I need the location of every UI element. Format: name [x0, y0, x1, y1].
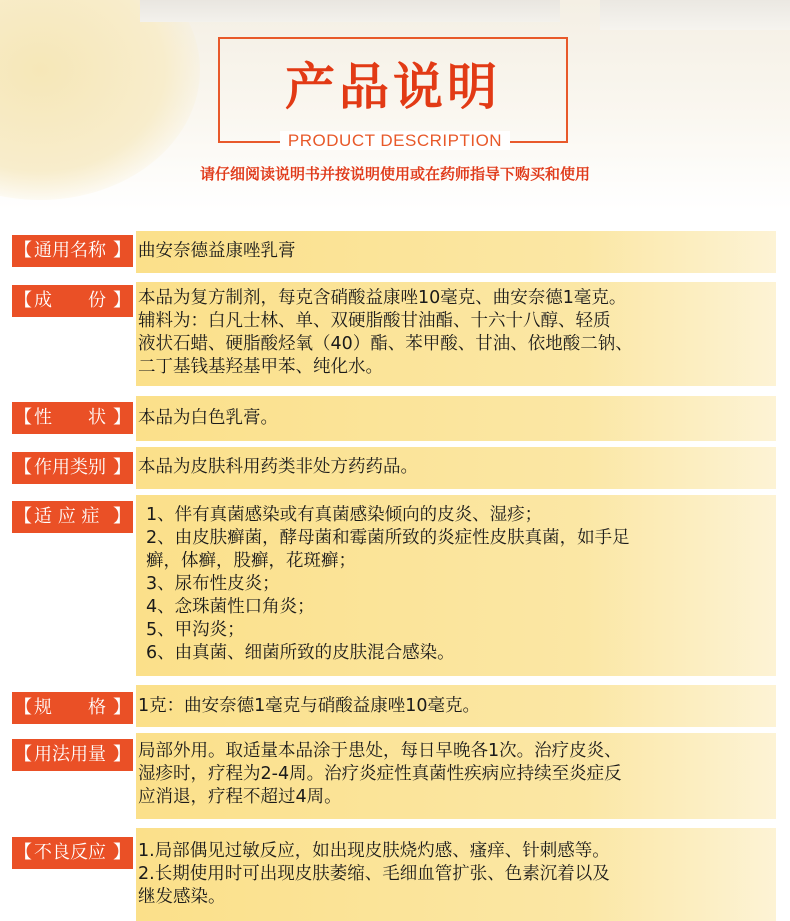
content-line: 湿疹时，疗程为2-4周。治疗炎症性真菌性疾病应持续至炎症反: [138, 764, 622, 784]
row-content: [136, 396, 776, 441]
background-shelf-right: [600, 0, 790, 30]
label-bracket-open: 【: [14, 290, 32, 311]
row-label: [12, 837, 133, 869]
label-text: 不良反应: [34, 842, 106, 863]
label-text: 适 应 症: [34, 506, 100, 527]
content-line: 1.局部偶见过敏反应，如出现皮肤烧灼感、瘙痒、针刺感等。: [138, 841, 610, 861]
row-label: [12, 692, 133, 724]
label-text: 成 份: [34, 290, 106, 311]
row-label: [12, 739, 133, 771]
label-bracket-close: 】: [113, 407, 131, 428]
content-line: 癣，体癣，股癣，花斑癣；: [146, 551, 356, 571]
row-content: [136, 685, 776, 727]
label-bracket-close: 】: [113, 240, 131, 261]
row-content: [136, 495, 776, 676]
content-line: 液状石蜡、硬脂酸烃氧（40）酯、苯甲酸、甘油、依地酸二钠、: [138, 334, 633, 354]
label-bracket-close: 】: [113, 290, 131, 311]
label-bracket-close: 】: [113, 744, 131, 765]
row-label: [12, 285, 133, 317]
label-bracket-close: 】: [113, 697, 131, 718]
content-line: 3、尿布性皮炎；: [146, 574, 280, 594]
label-bracket-open: 【: [14, 697, 32, 718]
label-bracket-open: 【: [14, 240, 32, 261]
label-bracket-close: 】: [113, 506, 131, 527]
content-line: 2、由皮肤癣菌，酵母菌和霉菌所致的炎症性皮肤真菌，如手足: [146, 528, 630, 548]
label-bracket-close: 】: [113, 457, 131, 478]
row-content: [136, 282, 776, 386]
label-bracket-open: 【: [14, 457, 32, 478]
label-bracket-open: 【: [14, 842, 32, 863]
row-content: [136, 828, 776, 921]
title-frame: [218, 37, 568, 143]
row-label: [12, 501, 133, 533]
label-text: 作用类别: [34, 457, 106, 478]
page-subtitle: [0, 131, 790, 151]
row-label: [12, 452, 133, 484]
usage-notice: 请仔细阅读说明书并按说明使用或在药师指导下购买和使用: [199, 165, 590, 183]
content-line: 1、伴有真菌感染或有真菌感染倾向的皮炎、湿疹；: [146, 505, 543, 525]
content-line: 应消退，疗程不超过4周。: [138, 787, 342, 807]
content-line: 2.长期使用时可出现皮肤萎缩、毛细血管扩张、色素沉着以及: [138, 864, 610, 884]
content-line: 二丁基钱基羟基甲苯、纯化水。: [138, 357, 383, 377]
content-line: 局部外用。取适量本品涂于患处，每日早晚各1次。治疗皮炎、: [138, 741, 622, 761]
page-title: 产品说明: [285, 58, 501, 116]
content-line: 辅料为：白凡士林、单、双硬脂酸甘油酯、十六十八醇、轻质: [138, 311, 611, 331]
row-content: [136, 447, 776, 489]
page-subtitle-text: PRODUCT DESCRIPTION: [280, 131, 510, 150]
label-bracket-open: 【: [14, 407, 32, 428]
row-label: [12, 402, 133, 434]
content-line: 6、由真菌、细菌所致的皮肤混合感染。: [146, 643, 455, 663]
label-text: 通用名称: [34, 240, 106, 261]
content-line: 继发感染。: [138, 887, 226, 907]
label-bracket-open: 【: [14, 744, 32, 765]
content-line: 4、念珠菌性口角炎；: [146, 597, 315, 617]
content-line: 1克：曲安奈德1毫克与硝酸益康唑10毫克。: [138, 696, 481, 716]
label-text: 性 状: [34, 407, 106, 428]
label-bracket-close: 】: [113, 842, 131, 863]
row-content: [136, 733, 776, 819]
row-content: [136, 231, 776, 273]
content-line: 本品为白色乳膏。: [138, 408, 278, 428]
label-text: 用法用量: [34, 744, 106, 765]
content-line: 本品为复方制剂，每克含硝酸益康唑10毫克、曲安奈德1毫克。: [138, 288, 627, 308]
content-line: 5、甲沟炎；: [146, 620, 245, 640]
label-text: 规 格: [34, 697, 106, 718]
content-line: 曲安奈德益康唑乳膏: [138, 241, 296, 261]
row-label: [12, 235, 133, 267]
label-bracket-open: 【: [14, 506, 32, 527]
content-line: 本品为皮肤科用药类非处方药药品。: [138, 457, 418, 477]
background-shelf: [140, 0, 560, 22]
